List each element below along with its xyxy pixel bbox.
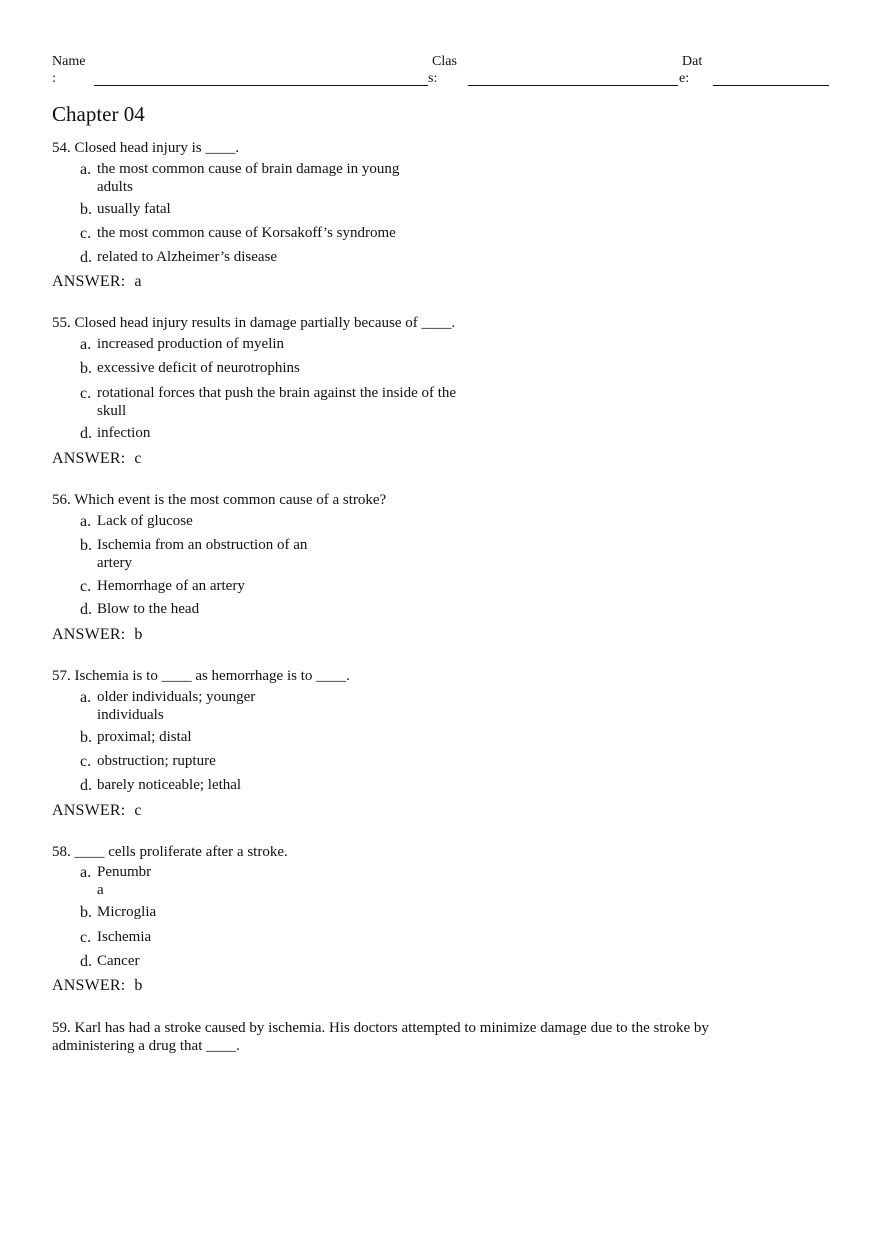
answer-value: b — [134, 626, 143, 643]
answer-line — [52, 626, 143, 644]
name-label: Name — [52, 54, 86, 69]
option-letter: c. — [80, 578, 92, 595]
option-text-continued: artery — [97, 555, 132, 571]
option-letter: b. — [80, 201, 92, 218]
option-text: related to Alzheimer’s disease — [97, 249, 278, 265]
option-letter: b. — [80, 904, 92, 921]
question-stem: 54. Closed head injury is ____. — [52, 140, 240, 156]
class-label: Clas — [432, 54, 457, 69]
question-stem: 58. ____ cells proliferate after a stroke. — [52, 844, 288, 860]
option-letter: c. — [80, 385, 92, 402]
option-letter: c. — [80, 225, 92, 242]
date-label-suffix: e: — [679, 71, 690, 86]
answer-line — [52, 802, 142, 820]
option-text: Ischemia from an obstruction of an — [97, 537, 308, 553]
option-text: the most common cause of Korsakoff’s syndrome — [97, 225, 396, 241]
answer-label: ANSWER: — [52, 802, 126, 819]
option-text: Cancer — [97, 953, 140, 969]
answer-label: ANSWER: — [52, 977, 126, 994]
answer-label: ANSWER: — [52, 450, 126, 467]
class-label-suffix: s: — [428, 71, 438, 86]
option-text: older individuals; younger — [97, 689, 256, 705]
date-blank-line[interactable] — [713, 85, 829, 86]
option-text: proximal; distal — [97, 729, 192, 745]
answer-label: ANSWER: — [52, 273, 126, 290]
chapter-title: Chapter 04 — [52, 102, 145, 126]
option-text: Microglia — [97, 904, 157, 920]
option-letter: d. — [80, 601, 92, 618]
option-letter: b. — [80, 537, 92, 554]
answer-label: ANSWER: — [52, 626, 126, 643]
option-letter: b. — [80, 729, 92, 746]
option-letter: a. — [80, 689, 92, 706]
option-text: Ischemia — [97, 929, 152, 945]
option-letter: b. — [80, 360, 92, 377]
option-letter: d. — [80, 777, 92, 794]
question-stem: 57. Ischemia is to ____ as hemorrhage is to ____. — [52, 668, 350, 684]
answer-value: c — [134, 450, 142, 467]
option-text: infection — [97, 425, 151, 441]
option-letter: d. — [80, 953, 92, 970]
option-text: rotational forces that push the brain against the inside of the — [97, 385, 457, 401]
question-stem-continued: administering a drug that ____. — [52, 1038, 240, 1054]
answer-line — [52, 450, 142, 468]
class-blank-line[interactable] — [468, 85, 678, 86]
option-letter: a. — [80, 161, 92, 178]
option-letter: a. — [80, 336, 92, 353]
option-letter: a. — [80, 864, 92, 881]
answer-value: b — [134, 977, 143, 994]
name-blank-line[interactable] — [94, 85, 428, 86]
option-text-continued: a — [97, 882, 104, 898]
answer-value: c — [134, 802, 142, 819]
option-letter: a. — [80, 513, 92, 530]
option-text: the most common cause of brain damage in young — [97, 161, 400, 177]
option-letter: c. — [80, 753, 92, 770]
option-letter: c. — [80, 929, 92, 946]
option-text: Penumbr — [97, 864, 152, 880]
question-stem: 56. Which event is the most common cause of a stroke? — [52, 492, 387, 508]
option-text-continued: individuals — [97, 707, 164, 723]
option-text: increased production of myelin — [97, 336, 285, 352]
answer-line — [52, 977, 143, 995]
option-text: excessive deficit of neurotrophins — [97, 360, 300, 376]
option-text: Blow to the head — [97, 601, 200, 617]
option-text: barely noticeable; lethal — [97, 777, 242, 793]
option-letter: d. — [80, 249, 92, 266]
answer-value: a — [134, 273, 142, 290]
option-text: usually fatal — [97, 201, 171, 217]
option-text: Lack of glucose — [97, 513, 193, 529]
option-text-continued: skull — [97, 403, 127, 419]
option-text-continued: adults — [97, 179, 133, 195]
name-label-colon: : — [52, 71, 56, 86]
date-label: Dat — [682, 54, 703, 69]
question-stem: 55. Closed head injury results in damage partially because of ____. — [52, 315, 456, 331]
option-letter: d. — [80, 425, 92, 442]
option-text: Hemorrhage of an artery — [97, 578, 245, 594]
question-stem: 59. Karl has had a stroke caused by ischemia. His doctors attempted to minimize damage due to the stroke by — [52, 1020, 709, 1036]
answer-line — [52, 273, 142, 291]
option-text: obstruction; rupture — [97, 753, 216, 769]
